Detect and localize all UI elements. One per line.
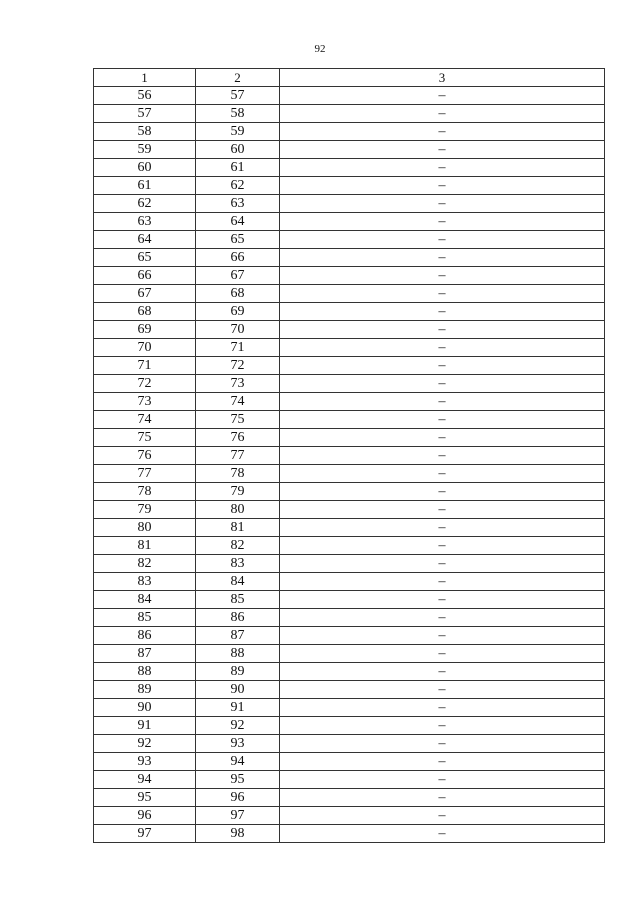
table-cell-col-1: 76 (94, 447, 196, 465)
table-cell-col-2: 75 (196, 411, 280, 429)
table-cell-col-2: 86 (196, 609, 280, 627)
table-cell-col-3: – (280, 699, 605, 717)
table-cell-col-3: – (280, 591, 605, 609)
table-cell-col-3: – (280, 483, 605, 501)
table-cell-col-2: 79 (196, 483, 280, 501)
table-cell-col-1: 91 (94, 717, 196, 735)
table-cell-col-3: – (280, 285, 605, 303)
table-cell-col-2: 74 (196, 393, 280, 411)
table-cell-col-2: 98 (196, 825, 280, 843)
table-cell-col-2: 84 (196, 573, 280, 591)
header-row (94, 69, 605, 87)
column-header-3: 3 (280, 69, 605, 87)
table-row (94, 411, 605, 429)
table-cell-col-2: 68 (196, 285, 280, 303)
table-row (94, 105, 605, 123)
table-cell-col-1: 95 (94, 789, 196, 807)
table-cell-col-1: 64 (94, 231, 196, 249)
table-cell-col-1: 56 (94, 87, 196, 105)
table-cell-col-2: 62 (196, 177, 280, 195)
table-cell-col-1: 96 (94, 807, 196, 825)
table-cell-col-3: – (280, 447, 605, 465)
table-cell-col-3: – (280, 807, 605, 825)
table-cell-col-2: 58 (196, 105, 280, 123)
table-cell-col-3: – (280, 393, 605, 411)
table-cell-col-3: – (280, 105, 605, 123)
table-row (94, 717, 605, 735)
table-cell-col-2: 59 (196, 123, 280, 141)
table-row (94, 663, 605, 681)
table-cell-col-3: – (280, 645, 605, 663)
table-cell-col-1: 75 (94, 429, 196, 447)
table-cell-col-2: 97 (196, 807, 280, 825)
table-cell-col-2: 88 (196, 645, 280, 663)
table-row (94, 627, 605, 645)
table-row (94, 555, 605, 573)
table-cell-col-3: – (280, 357, 605, 375)
table-cell-col-3: – (280, 681, 605, 699)
column-header-1: 1 (94, 69, 196, 87)
table-row (94, 807, 605, 825)
table-cell-col-3: – (280, 195, 605, 213)
table-row (94, 645, 605, 663)
table-row (94, 357, 605, 375)
table-cell-col-3: – (280, 87, 605, 105)
table-cell-col-1: 66 (94, 267, 196, 285)
table-cell-col-2: 78 (196, 465, 280, 483)
table-row (94, 519, 605, 537)
table-cell-col-3: – (280, 465, 605, 483)
table-cell-col-3: – (280, 231, 605, 249)
table-cell-col-1: 90 (94, 699, 196, 717)
table-cell-col-1: 57 (94, 105, 196, 123)
table-cell-col-1: 71 (94, 357, 196, 375)
table-row (94, 447, 605, 465)
table-cell-col-3: – (280, 501, 605, 519)
table-cell-col-3: – (280, 213, 605, 231)
table-cell-col-3: – (280, 303, 605, 321)
table-row (94, 195, 605, 213)
table-row (94, 537, 605, 555)
table-cell-col-3: – (280, 429, 605, 447)
table-cell-col-2: 83 (196, 555, 280, 573)
table-cell-col-1: 88 (94, 663, 196, 681)
table-cell-col-1: 78 (94, 483, 196, 501)
table-cell-col-3: – (280, 555, 605, 573)
table-cell-col-1: 58 (94, 123, 196, 141)
table-row (94, 771, 605, 789)
table-cell-col-1: 94 (94, 771, 196, 789)
table-cell-col-1: 60 (94, 159, 196, 177)
table-cell-col-2: 87 (196, 627, 280, 645)
table-cell-col-2: 61 (196, 159, 280, 177)
table-cell-col-3: – (280, 519, 605, 537)
table-row (94, 609, 605, 627)
table-cell-col-2: 76 (196, 429, 280, 447)
table-row (94, 177, 605, 195)
table-row (94, 591, 605, 609)
table-cell-col-3: – (280, 825, 605, 843)
table-row (94, 123, 605, 141)
table-cell-col-3: – (280, 411, 605, 429)
table-cell-col-2: 69 (196, 303, 280, 321)
table-cell-col-2: 80 (196, 501, 280, 519)
table-row (94, 321, 605, 339)
table-cell-col-1: 79 (94, 501, 196, 519)
table-cell-col-1: 69 (94, 321, 196, 339)
table-cell-col-2: 91 (196, 699, 280, 717)
column-header-2: 2 (196, 69, 280, 87)
table-row (94, 393, 605, 411)
table-cell-col-2: 94 (196, 753, 280, 771)
table-row (94, 825, 605, 843)
table-cell-col-1: 93 (94, 753, 196, 771)
table-cell-col-1: 70 (94, 339, 196, 357)
table-cell-col-1: 63 (94, 213, 196, 231)
table-cell-col-2: 63 (196, 195, 280, 213)
table-cell-col-2: 67 (196, 267, 280, 285)
table-row (94, 375, 605, 393)
table-cell-col-3: – (280, 249, 605, 267)
table-cell-col-2: 60 (196, 141, 280, 159)
table-cell-col-1: 80 (94, 519, 196, 537)
table-row (94, 465, 605, 483)
table-row (94, 285, 605, 303)
table-cell-col-2: 72 (196, 357, 280, 375)
table-row (94, 213, 605, 231)
table-cell-col-2: 82 (196, 537, 280, 555)
table-cell-col-2: 95 (196, 771, 280, 789)
table-cell-col-3: – (280, 717, 605, 735)
table-cell-col-1: 86 (94, 627, 196, 645)
table-cell-col-1: 61 (94, 177, 196, 195)
table-cell-col-3: – (280, 609, 605, 627)
table-cell-col-3: – (280, 321, 605, 339)
table-cell-col-2: 70 (196, 321, 280, 339)
table-cell-col-1: 84 (94, 591, 196, 609)
table-cell-col-3: – (280, 771, 605, 789)
table-cell-col-3: – (280, 789, 605, 807)
table-cell-col-1: 65 (94, 249, 196, 267)
table-row (94, 789, 605, 807)
table-cell-col-3: – (280, 267, 605, 285)
page-number: 92 (314, 43, 326, 55)
table-cell-col-2: 64 (196, 213, 280, 231)
table-row (94, 681, 605, 699)
table-body (94, 87, 605, 843)
table-cell-col-1: 74 (94, 411, 196, 429)
table-cell-col-3: – (280, 753, 605, 771)
table-row (94, 141, 605, 159)
table-row (94, 699, 605, 717)
table-cell-col-1: 67 (94, 285, 196, 303)
table-cell-col-2: 89 (196, 663, 280, 681)
table-cell-col-2: 93 (196, 735, 280, 753)
table-cell-col-1: 77 (94, 465, 196, 483)
table-header (94, 69, 605, 87)
table-row (94, 735, 605, 753)
table-row (94, 267, 605, 285)
table-row (94, 87, 605, 105)
table-cell-col-1: 73 (94, 393, 196, 411)
table-row (94, 753, 605, 771)
table-cell-col-3: – (280, 537, 605, 555)
table-row (94, 483, 605, 501)
table-cell-col-1: 59 (94, 141, 196, 159)
table-cell-col-3: – (280, 177, 605, 195)
table-cell-col-2: 96 (196, 789, 280, 807)
table-cell-col-3: – (280, 375, 605, 393)
table-cell-col-2: 77 (196, 447, 280, 465)
table-cell-col-3: – (280, 627, 605, 645)
table-cell-col-3: – (280, 735, 605, 753)
table-cell-col-2: 71 (196, 339, 280, 357)
table-cell-col-3: – (280, 141, 605, 159)
table-row (94, 249, 605, 267)
table-cell-col-1: 82 (94, 555, 196, 573)
table-cell-col-2: 66 (196, 249, 280, 267)
table-cell-col-1: 97 (94, 825, 196, 843)
table-cell-col-1: 68 (94, 303, 196, 321)
table-cell-col-1: 62 (94, 195, 196, 213)
table-cell-col-3: – (280, 339, 605, 357)
table-row (94, 339, 605, 357)
table-cell-col-1: 87 (94, 645, 196, 663)
table-cell-col-2: 81 (196, 519, 280, 537)
table-row (94, 429, 605, 447)
table-cell-col-1: 85 (94, 609, 196, 627)
data-table (93, 68, 605, 843)
table-cell-col-3: – (280, 123, 605, 141)
table-cell-col-2: 85 (196, 591, 280, 609)
table-cell-col-2: 57 (196, 87, 280, 105)
table-cell-col-1: 81 (94, 537, 196, 555)
table-row (94, 501, 605, 519)
table-row (94, 159, 605, 177)
table-row (94, 573, 605, 591)
table-cell-col-1: 89 (94, 681, 196, 699)
table-cell-col-2: 90 (196, 681, 280, 699)
table-row (94, 231, 605, 249)
table-cell-col-1: 92 (94, 735, 196, 753)
table-cell-col-1: 72 (94, 375, 196, 393)
table-cell-col-1: 83 (94, 573, 196, 591)
table-cell-col-2: 92 (196, 717, 280, 735)
table-cell-col-3: – (280, 159, 605, 177)
table-cell-col-3: – (280, 573, 605, 591)
table-cell-col-2: 73 (196, 375, 280, 393)
table-row (94, 303, 605, 321)
table-cell-col-2: 65 (196, 231, 280, 249)
table-cell-col-3: – (280, 663, 605, 681)
